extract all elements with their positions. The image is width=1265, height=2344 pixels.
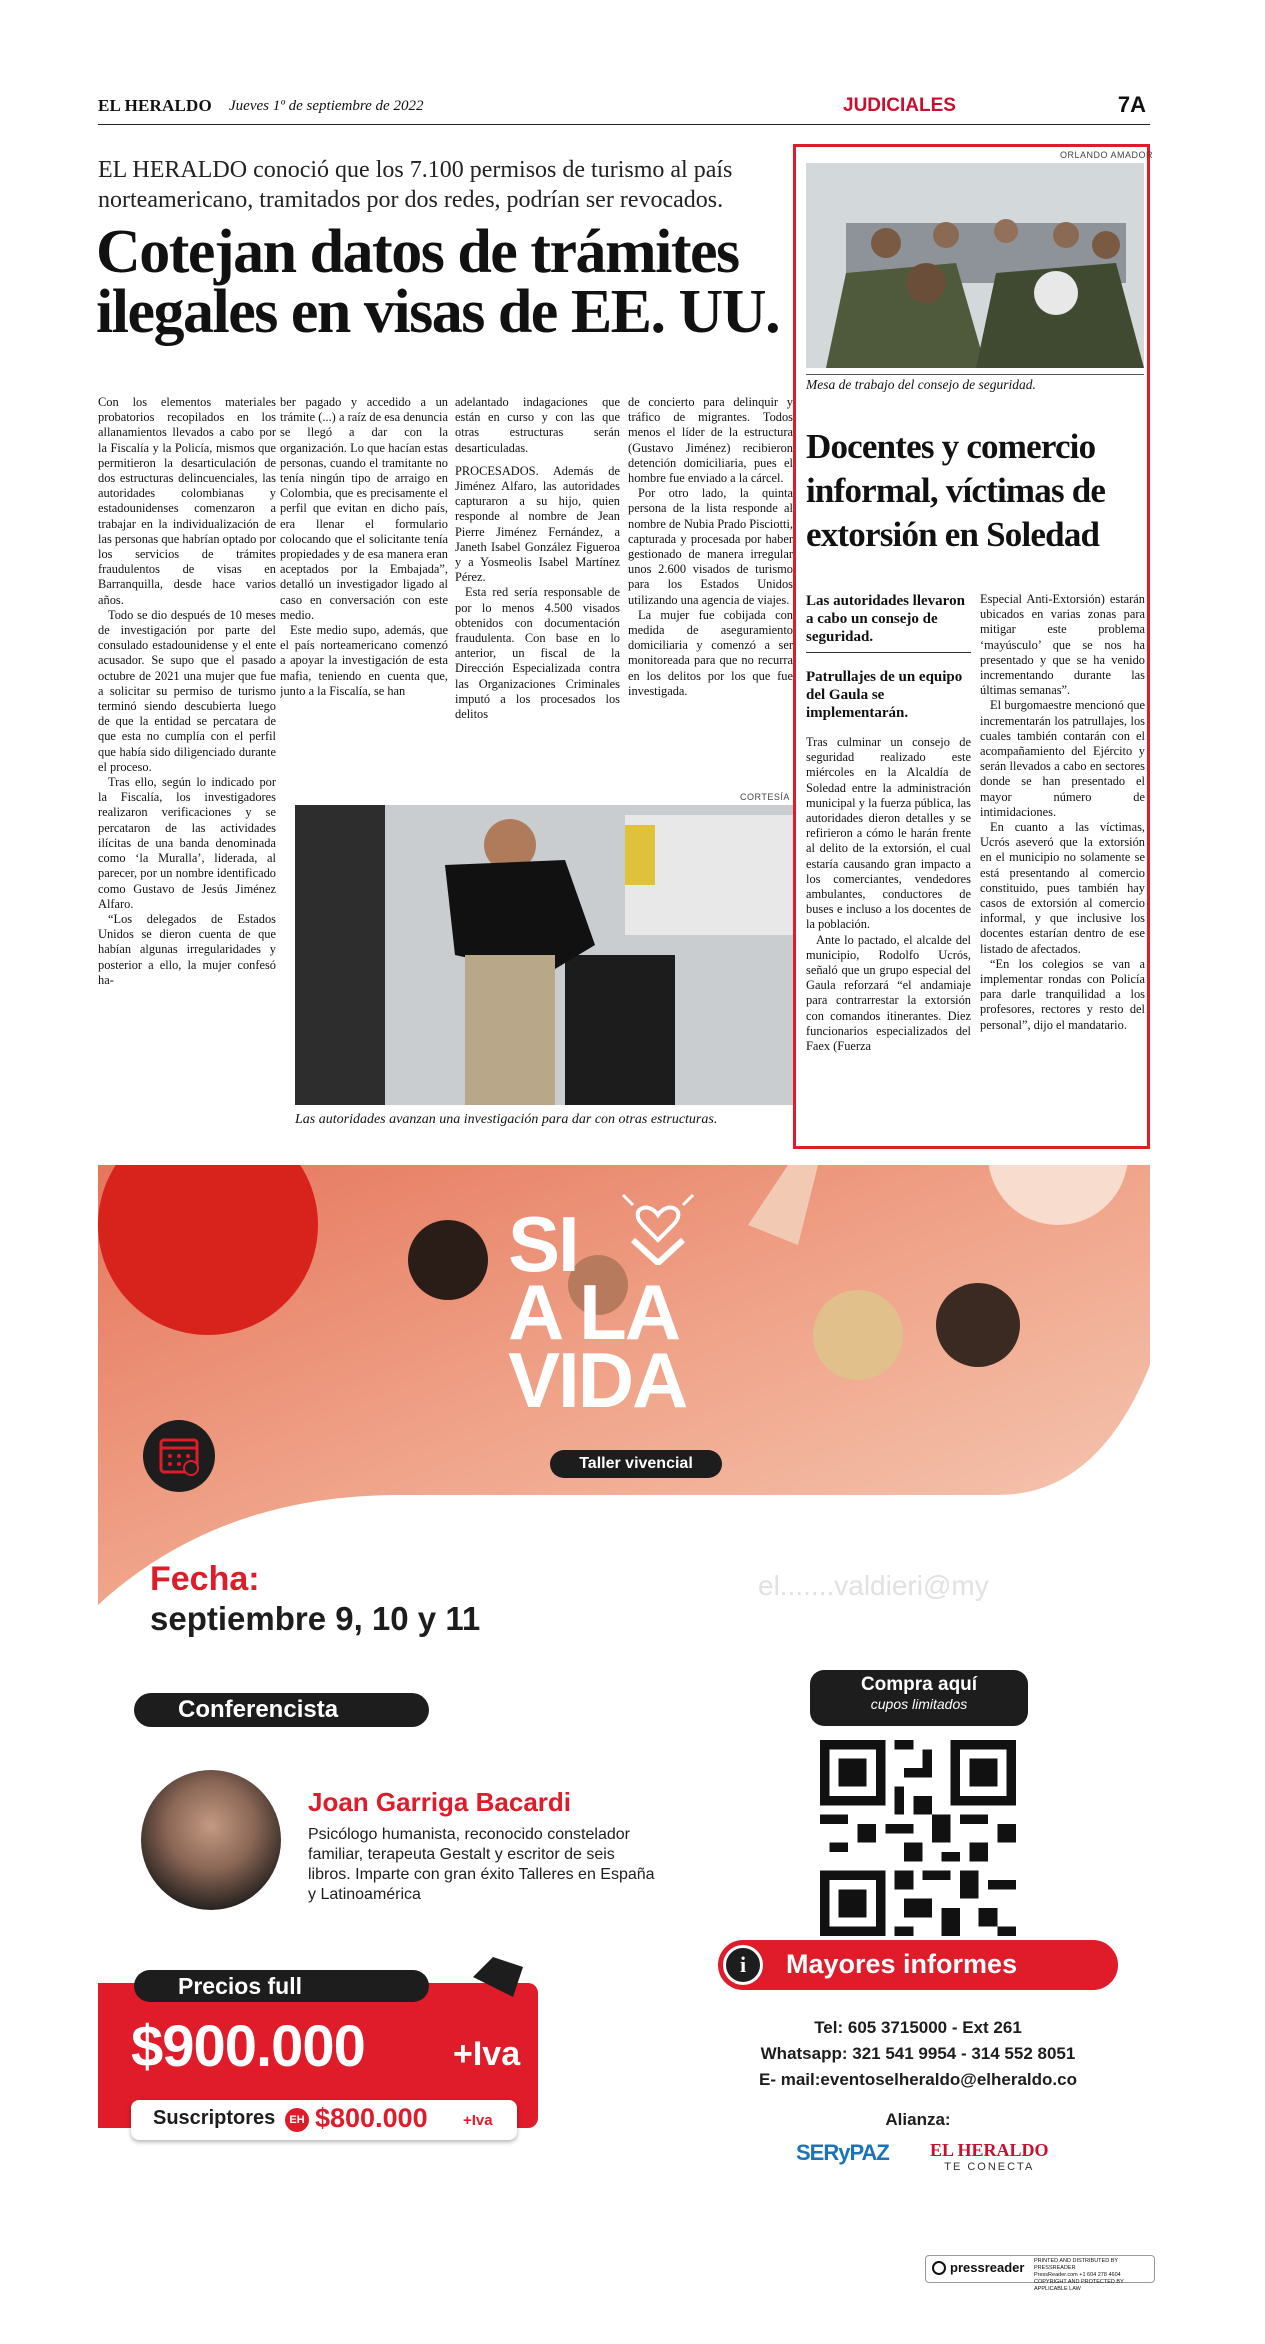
article-headline: Cotejan datos de trámites ilegales en visas de EE. UU. bbox=[96, 218, 780, 346]
conferencista-label: Conferencista bbox=[134, 1693, 429, 1727]
article-column-3 bbox=[455, 395, 620, 785]
alianza-label: Alianza: bbox=[885, 2110, 951, 2129]
buy-sublabel: cupos limitados bbox=[870, 1696, 968, 1712]
pressreader-badge[interactable] bbox=[925, 2255, 1155, 2292]
side-column-2 bbox=[980, 592, 1145, 1145]
speaker-bio: Psicólogo humanista, reconocido constelador familiar, terapeuta Gestalt y escritor de seis libros. Imparte con gran éxito Talleres en España y Latinoamérica bbox=[308, 1826, 655, 1903]
eh-badge: EH bbox=[285, 2108, 309, 2132]
event-advertisement bbox=[98, 1165, 1150, 2215]
paragraph: Este medio supo, además, que el país norteamericano comenzó a apoyar la investigación de esta mafia, teniendo en cuenta que, junto a la Fiscalía, se han bbox=[280, 623, 448, 698]
precios-label: Precios full bbox=[134, 1970, 429, 2002]
section-name: JUDICIALES bbox=[843, 95, 956, 116]
ad-title-line: A LA bbox=[508, 1268, 680, 1356]
fineprint-line: PressReader.com +1 604 278 4604 bbox=[1034, 2272, 1121, 2278]
meeting-image-icon bbox=[806, 163, 1144, 368]
watermark-text: el.......valdieri@my bbox=[758, 1570, 989, 1601]
paragraph: “En los colegios se van a implementar rondas con Policía para darle tranquilidad a los profesores, rectores y resto del personal”, dijo el mandatario. bbox=[980, 956, 1145, 1032]
paragraph: En cuanto a las víctimas, Ucrós aseveró que la extorsión en el municipio no solamente se está presentando al comercio constituido, pues también hay casos de extorsión al comercio informal, y que inclusive los docentes estarían dentro de ese listado de afectados. bbox=[980, 820, 1145, 956]
page-header bbox=[98, 92, 1150, 125]
paragraph: adelantado indagaciones que están en curso y con las que otras estructuras serán desarticuladas. bbox=[455, 395, 620, 455]
investigation-photo bbox=[295, 805, 795, 1105]
fineprint-line: PRINTED AND DISTRIBUTED BY PRESSREADER bbox=[1034, 2258, 1118, 2271]
ad-title-line: VIDA bbox=[508, 1336, 687, 1424]
paragraph: Por otro lado, la quinta persona de la lista responde al nombre de Nubia Prado Pisciotti, capturada y procesada por haber gestionado de manera irregular unos 2.600 visados de turismo para los Estados Unidos utilizando una agencia de viajes. bbox=[628, 486, 793, 607]
buy-label: Compra aquí bbox=[860, 1674, 978, 1695]
article-kicker: EL HERALDO conoció que los 7.100 permisos de turismo al país norteamericano, tramitados por dos redes, podrían ser revocados. bbox=[98, 157, 733, 213]
full-price-suffix: +Iva bbox=[453, 2035, 521, 2073]
pressreader-fineprint bbox=[1034, 2258, 1152, 2293]
article-column-2 bbox=[280, 395, 448, 785]
paragraph: Tras ello, según lo indicado por la Fiscalía, los investigadores realizaron verificaciones y se percataron de las actividades ilícitas de una banda denominada como ‘la Muralla’, liderada, al parecer, por un nombre identificado como Gustavo de Jesús Jiménez Alfaro. bbox=[98, 775, 276, 911]
calendar-icon bbox=[143, 1420, 215, 1492]
side-subhead: Las autoridades llevaron a cabo un consejo de seguridad. bbox=[806, 593, 965, 645]
paragraph: PROCESADOS. Además de Jiménez Alfaro, las autoridades capturaron a su hijo, quien responde al nombre de Jean Pierre Jiménez Fernández, a Janeth Isabel González Figueroa y a Yosmeolis Isabel Martínez Pérez. bbox=[455, 463, 620, 585]
paragraph: El burgomaestre mencionó que incrementarán los patrullajes, los cuales también contarán con el acompañamiento del Ejército y serán llevados a cabo en sectores donde se han presentado el mayor número de intimidaciones. bbox=[980, 698, 1145, 819]
paragraph: ber pagado y accedido a un trámite (...) a raíz de esa denuncia se llegó a dar con la organización. Lo que hacían estas personas, cuando el tramitante no tenía ningún tipo de arraigo en Colombia, que es precisamente el perfil que evitan en dicho país, era llenar el formulario colocando que el solicitante tenía propiedades y de esa manera eran aceptados por la Embajada”, detalló un investigador ligado al caso en conversación con este medio. bbox=[280, 395, 448, 622]
article-column-1 bbox=[98, 395, 276, 1145]
buy-here-button[interactable] bbox=[810, 1670, 1028, 1726]
paragraph: Con los elementos materiales probatorios recopilados en los allanamientos llevados a cabo por la Fiscalía y la Policía, mismos que permitieron la desarticulación de dos estructuras delincuenciales, las autoridades colombianas y estadounidenses comenzaron a trabajar en la individualización de las personas que habrían optado por los servicios de trámites fraudulentos de visas en Barranquilla, desde hace varios años. bbox=[98, 395, 276, 607]
photo-credit: ORLANDO AMADOR bbox=[1060, 150, 1154, 160]
ad-subtitle: Taller vivencial bbox=[550, 1450, 722, 1478]
serypaz-logo: SERyPAZ bbox=[796, 2140, 889, 2165]
contact-block bbox=[718, 2015, 1118, 2093]
paragraph: Tras culminar un consejo de seguridad realizado este miércoles en la Alcaldía de Soledad entre la administración municipal y la fuerza pública, las autoridades dieron detalles y se refirieron a cómo le harán frente al delito de la extorsión, el cual estaría causando gran impacto a los comerciantes, vendedores ambulantes, conductores de buses e incluso a los docentes de la población. bbox=[806, 735, 971, 932]
speaker-name: Joan Garriga Bacardi bbox=[308, 1787, 571, 1817]
page-number: 7A bbox=[1117, 92, 1146, 117]
newspaper-brand: EL HERALDO bbox=[98, 96, 212, 115]
pressreader-icon bbox=[932, 2261, 946, 2275]
el-heraldo-logo-text: EL HERALDO bbox=[930, 2140, 1049, 2160]
security-meeting-photo bbox=[806, 163, 1144, 368]
qr-code-icon[interactable] bbox=[820, 1740, 1016, 1936]
photo-credit: CORTESÍA bbox=[740, 792, 790, 802]
heart-person-icon bbox=[613, 1185, 703, 1265]
el-heraldo-logo bbox=[930, 2140, 1049, 2173]
phone-text: Tel: 605 3715000 - Ext 261 bbox=[814, 2018, 1022, 2037]
side-subhead: Patrullajes de un equipo del Gaula se implementarán. bbox=[806, 669, 963, 721]
price-tag-icon bbox=[473, 1957, 523, 1997]
paragraph: Todo se dio después de 10 meses de investigación por parte del consulado estadounidense y el ente acusador. Se supo que el pasado octubre de 2021 una mujer que fue a solicitar su permiso de turismo terminó siendo descubierta luego de que la entidad se percatara de que esta no cumplía con el perfil que había sido diligenciado durante el proceso. bbox=[98, 607, 276, 774]
divider bbox=[806, 652, 971, 653]
info-banner bbox=[718, 1940, 1118, 1990]
paragraph: “Los delegados de Estados Unidos se dieron cuenta de que habían algunas irregularidades y posterior a ello, la mujer confesó ha- bbox=[98, 911, 276, 987]
speaker-avatar bbox=[141, 1770, 281, 1910]
subscriber-price-suffix: +Iva bbox=[463, 2112, 493, 2129]
paragraph: de concierto para delinquir y tráfico de migrantes. Todos menos el líder de la estructura (Gustavo Jiménez) recibieron detención domiciliaria, pues el hombre fue enviado a la cárcel. bbox=[628, 395, 793, 486]
side-column-1 bbox=[806, 735, 971, 1145]
fineprint-line: COPYRIGHT AND PROTECTED BY APPLICABLE LAW bbox=[1034, 2279, 1124, 2292]
paragraph: Ante lo pactado, el alcalde del municipio, Rodolfo Ucrós, señaló que un grupo especial del Gaula reforzará “el andamiaje para contrarrestar la extorsión con comandos itinerantes. Diez funcionarios especializados del Faex (Fuerza bbox=[806, 932, 971, 1054]
info-label: Mayores informes bbox=[786, 1949, 1018, 1979]
paragraph: La mujer fue cobijada con medida de aseguramiento domiciliaria y comenzó a ser monitoreada para que no recurra en los delitos por los que fue investigada. bbox=[628, 607, 793, 698]
full-price: $900.000 bbox=[131, 2014, 365, 2079]
article-column-4 bbox=[628, 395, 793, 785]
subscriber-label: Suscriptores bbox=[153, 2107, 276, 2129]
subscriber-price-panel bbox=[131, 2100, 517, 2140]
photo-caption: Mesa de trabajo del consejo de seguridad. bbox=[806, 377, 1036, 392]
edition-date: Jueves 1º de septiembre de 2022 bbox=[229, 98, 424, 114]
fecha-value: septiembre 9, 10 y 11 bbox=[150, 1600, 481, 1637]
paragraph: Especial Anti-Extorsión) estarán ubicados en varias zonas para mitigar este problema ‘mayúsculo’ que se nos ha presentado y que se ha venido incrementando durante las últimas semanas”. bbox=[980, 592, 1145, 698]
ad-title-line: SI bbox=[508, 1200, 578, 1288]
info-icon: i bbox=[723, 1945, 763, 1985]
divider bbox=[806, 374, 1144, 375]
email-link[interactable]: E- mail:eventoselheraldo@elheraldo.co bbox=[759, 2070, 1077, 2089]
paragraph: Esta red sería responsable de por lo menos 4.500 visados obtenidos con documentación fraudulenta. Con base en lo anterior, un fiscal de la Dirección Especializada contra las Organizaciones Criminales imputó a los procesados los delitos bbox=[455, 585, 620, 722]
photo-caption: Las autoridades avanzan una investigación para dar con otras estructuras. bbox=[295, 1112, 718, 1127]
side-headline: Docentes y comercio informal, víctimas de extorsión en Soledad bbox=[806, 427, 1106, 554]
pressreader-text: pressreader bbox=[950, 2260, 1025, 2275]
whatsapp-text: Whatsapp: 321 541 9954 - 314 552 8051 bbox=[760, 2044, 1076, 2063]
el-heraldo-tagline: TE CONECTA bbox=[944, 2161, 1035, 2173]
investigator-image-icon bbox=[295, 805, 795, 1105]
subscriber-price: $800.000 bbox=[315, 2103, 428, 2133]
fecha-label: Fecha: bbox=[150, 1560, 260, 1598]
